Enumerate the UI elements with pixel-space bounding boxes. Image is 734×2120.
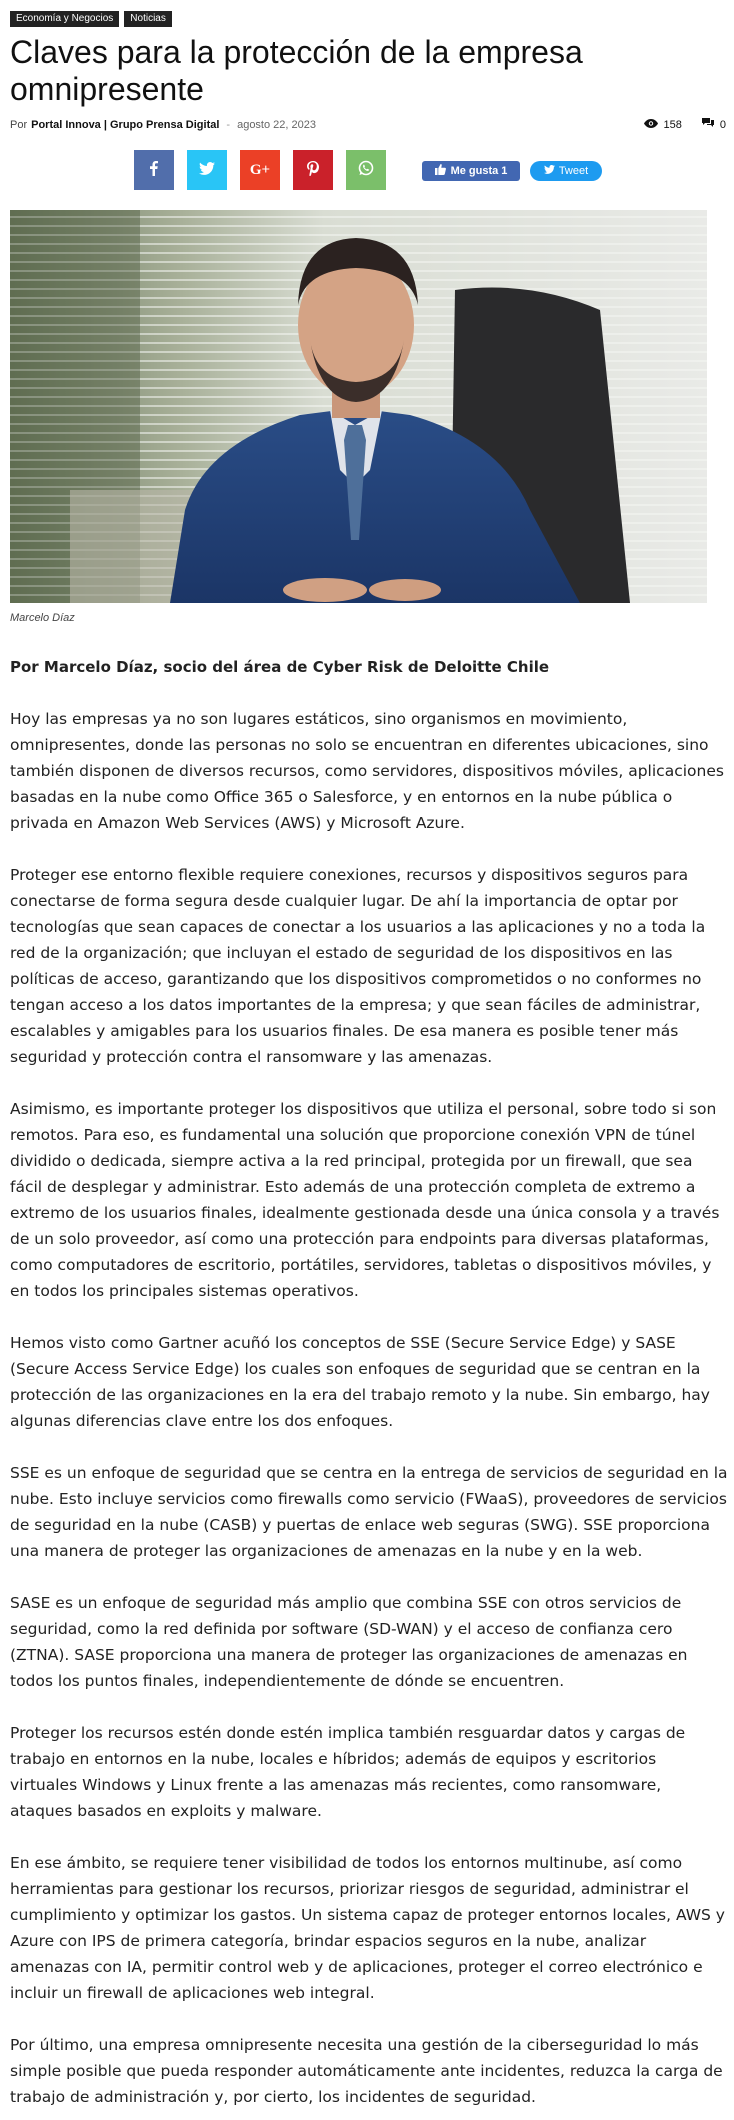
twitter-bird-icon [199,162,215,179]
category-tag-noticias[interactable]: Noticias [124,11,172,27]
article-stats [644,118,726,131]
pinterest-share-button[interactable] [293,150,333,190]
paragraph-5: SSE es un enfoque de seguridad que se centra en la entrega de servicios de seguridad en la nube. Esto incluye servicios como firewalls como servicio (FWaaS), proveedores de servicios de seguridad en la nube (CASB) y puertas de enlace web seguras (SWG). SSE proporciona una manera de proteger las organizaciones de amenazas en la nube y en la web. [10,1464,728,1560]
tweet-button[interactable] [530,161,602,181]
eye-icon [644,119,658,131]
publish-date: agosto 22, 2023 [237,119,316,131]
by-label: Por [10,119,28,131]
paragraph-7: Proteger los recursos estén donde estén implica también resguardar datos y cargas de trabajo en entornos en la nube, locales e híbridos; además de equipos y escritorios virtuales Windows y Linux frente a las amenazas más recientes, como ransomware, ataques basados en exploits y malware. [10,1724,686,1820]
comments-stat[interactable] [702,118,726,131]
paragraph-2: Proteger ese entorno flexible requiere conexiones, recursos y dispositivos seguros para conectarse de forma segura desde cualquier lugar. De ahí la importancia de optar por tecnologías que sean capaces de conectar a los usuarios a las aplicaciones y no a toda la red de la organización; que incluyan el estado de seguridad de los dispositivos en las políticas de acceso, garantizando que los dispositivos comprometidos o no conformes no tengan acceso a los datos importantes de la empresa; y que sean fáciles de administrar, escalables y amigables para los usuarios finales. De esa manera es posible tener más seguridad y protección contra el ransomware y las amenazas. [10,866,706,1066]
thumbs-up-icon [435,164,446,178]
whatsapp-icon [358,160,374,180]
share-buttons [134,150,386,190]
tweet-label: Tweet [558,165,589,177]
author-link[interactable]: Portal Innova | Grupo Prensa Digital [31,119,220,131]
pinterest-icon [307,161,319,180]
views-count: 158 [663,118,682,131]
comments-icon [702,118,714,131]
paragraph-4: Hemos visto como Gartner acuñó los conceptos de SSE (Secure Service Edge) y SASE (Secure Access Service Edge) los cuales son enfoques de seguridad que se centran en la protección de las organizaciones en la era del trabajo remoto y la nube. Sin embargo, hay algunas diferencias clave entre los dos enfoques. [10,1334,710,1430]
paragraph-6: SASE es un enfoque de seguridad más amplio que combina SSE con otros servicios de seguridad, como la red definida por software (SD-WAN) y el acceso de confianza cero (ZTNA). SASE proporciona una manera de proteger las organizaciones de amenazas en todos los puntos finales, independientemente de dónde se encuentren. [10,1594,688,1690]
twitter-share-button[interactable] [187,150,227,190]
article-lead: Por Marcelo Díaz, socio del área de Cyber Risk de Deloitte Chile [10,658,550,676]
facebook-like-button[interactable] [422,161,520,181]
paragraph-3: Asimismo, es importante proteger los dispositivos que utiliza el personal, sobre todo si son remotos. Para eso, es fundamental una solución que proporcione conexión VPN de túnel dividido o dedicada, siempre activa a la red principal, protegida por un firewall, que sea fácil de desplegar y administrar. Esto además de una protección completa de extremo a extremo de los usuarios finales, idealmente gestionada desde una única consola y a través de un solo proveedor, así como una protección para endpoints para diversas plataformas, como computadores de escritorio, portátiles, servidores, tabletas o dispositivos móviles, y en todos los principales sistemas operativos. [10,1100,720,1300]
article-meta [10,119,316,131]
comments-count: 0 [719,118,726,131]
paragraph-1: Hoy las empresas ya no son lugares estáticos, sino organismos en movimiento, omnipresentes, donde las personas no solo se encuentran en diferentes ubicaciones, sino también disponen de diversos recursos, como servidores, dispositivos móviles, aplicaciones basadas en la nube como Office 365 o Salesforce, y en entornos en la nube pública o privada en Amazon Web Services (AWS) y Microsoft Azure. [10,710,724,832]
paragraph-9: Por último, una empresa omnipresente necesita una gestión de la ciberseguridad lo más simple posible que pueda responder automáticamente ante incidentes, reduzca la carga de trabajo de administración y, por cierto, los incidentes de seguridad. [10,2036,723,2106]
portrait-illustration [10,210,707,603]
paragraph-8: En ese ámbito, se requiere tener visibilidad de todos los entornos multinube, así como herramientas para gestionar los recursos, priorizar riesgos de seguridad, administrar el cumplimiento y optimizar los gastos. Un sistema capaz de proteger entornos locales, AWS y Azure con IPS de primera categoría, brindar espacios seguros en la nube, analizar amenazas con IA, permitir control web y de aplicaciones, proteger el correo electrónico e incluir un firewall de aplicaciones web integral. [10,1854,725,2002]
googleplus-icon: G+ [249,161,271,178]
views-stat [644,119,682,131]
article-photo [10,210,707,603]
whatsapp-share-button[interactable] [346,150,386,190]
photo-caption: Marcelo Díaz [10,612,75,624]
like-label: Me gusta 1 [450,165,508,177]
category-tag-economia[interactable]: Economía y Negocios [10,11,119,27]
googleplus-share-button[interactable] [240,150,280,190]
facebook-icon [150,161,158,180]
meta-separator: - [226,119,231,131]
twitter-bird-small-icon [544,165,555,177]
article-body [10,654,728,2120]
facebook-share-button[interactable] [134,150,174,190]
article-title: Claves para la protección de la empresa omnipresente [10,34,583,107]
category-tags [10,11,172,27]
